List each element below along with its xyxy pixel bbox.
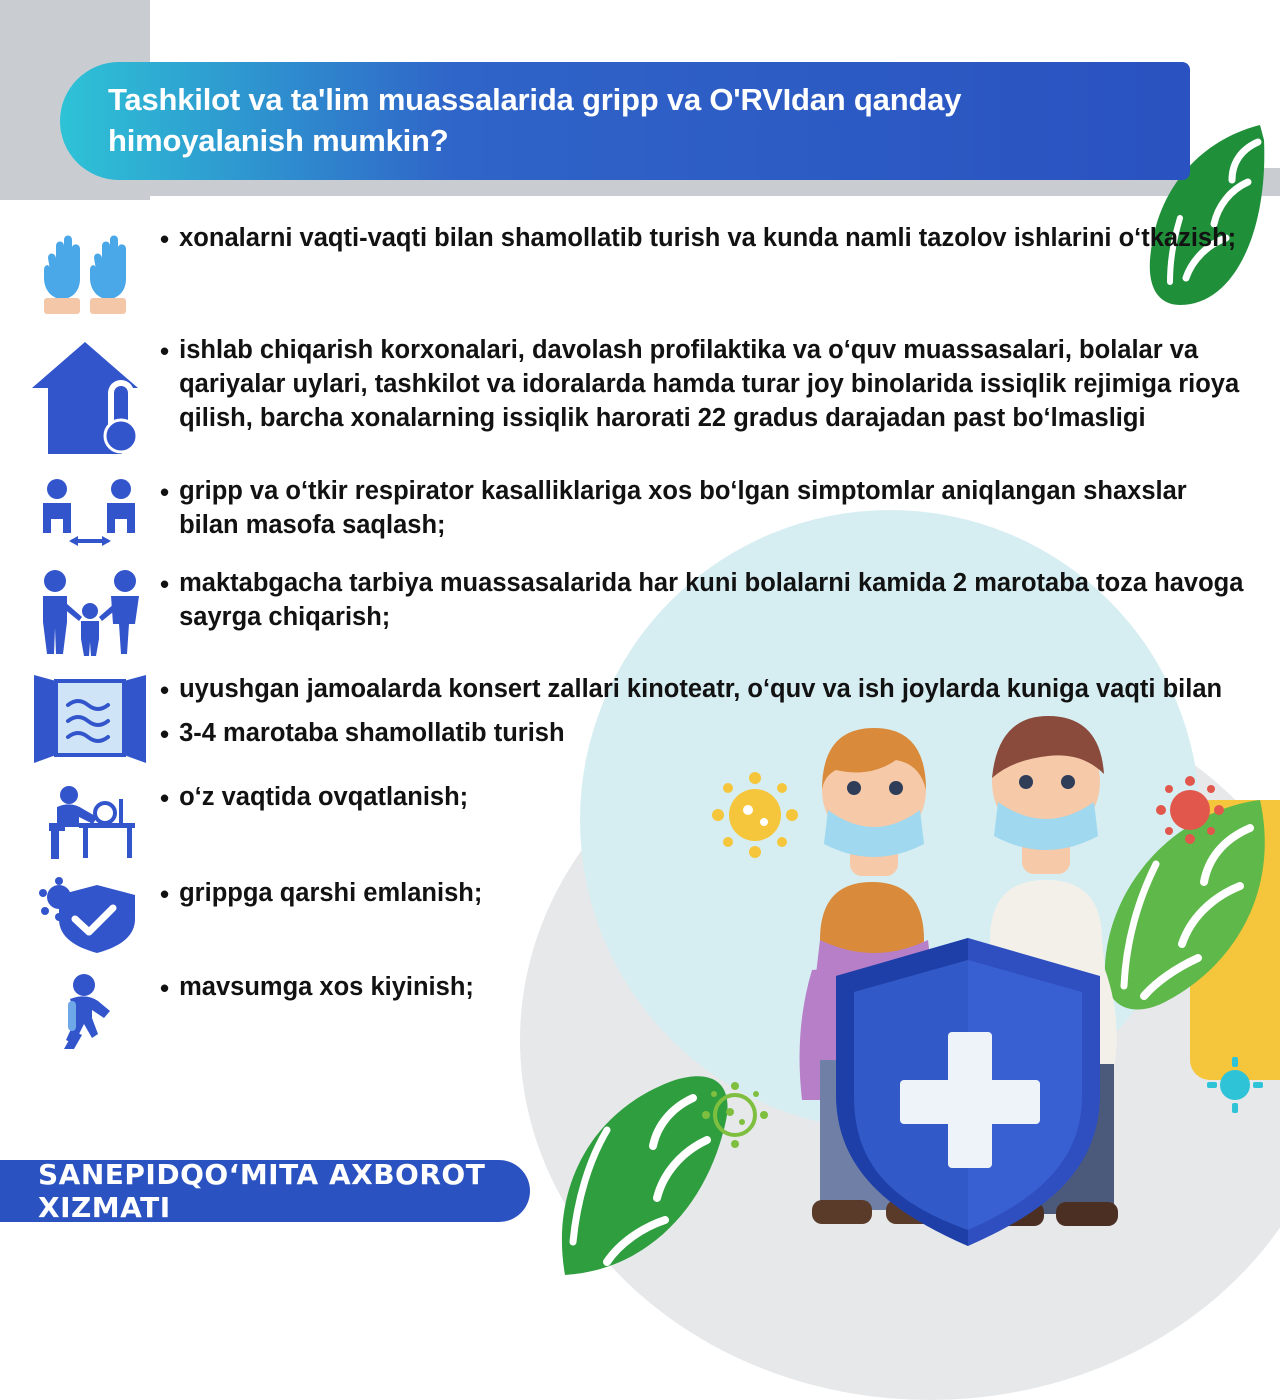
warm-clothing-icon bbox=[20, 971, 160, 1053]
bullet: • bbox=[160, 477, 170, 507]
list-item-label: ishlab chiqarish korxonalari, davolash profilaktika va o‘quv muassasalari, bolalar va qariyalar uylari, tashkilot va idoralarda hamda turar joy binolarida issiqlik rejimiga rioya qilish, barcha xonalarning issiqlik harorati 22 gradus darajadan past bo‘lmasligi bbox=[179, 336, 1240, 432]
social-distance-icon bbox=[20, 475, 160, 553]
list-item-label: maktabgacha tarbiya muassasalarida har kuni bolalarni kamida 2 marotaba toza havoga sayrga chiqarish; bbox=[179, 569, 1244, 631]
bullet: • bbox=[160, 224, 170, 254]
bullet: • bbox=[160, 879, 170, 909]
list-item-label: mavsumga xos kiyinish; bbox=[179, 973, 474, 1001]
bullet: • bbox=[160, 783, 170, 813]
bullet: • bbox=[160, 973, 170, 1003]
bullet: • bbox=[160, 336, 170, 366]
list-item-label: o‘z vaqtida ovqatlanish; bbox=[179, 783, 469, 811]
list-item-label: grippga qarshi emlanish; bbox=[179, 879, 483, 907]
family-walk-icon bbox=[20, 567, 160, 659]
page-title: Tashkilot va ta'lim muassalarida gripp va O'RVIdan qanday himoyalanish mumkin? bbox=[108, 82, 962, 158]
list-item-body bbox=[160, 334, 1260, 436]
masked-couple-with-shield-illustration bbox=[700, 640, 1260, 1240]
list-item-body bbox=[160, 567, 1260, 635]
gloves-icon bbox=[20, 222, 160, 320]
list-item-body bbox=[160, 475, 1260, 543]
list-item-body bbox=[160, 222, 1260, 256]
list-item bbox=[20, 222, 1260, 320]
list-item-sublabel: 3-4 marotaba shamollatib turish bbox=[179, 719, 565, 748]
shield-virus-icon bbox=[20, 877, 160, 957]
open-window-icon bbox=[20, 673, 160, 767]
footer-badge bbox=[0, 1160, 530, 1222]
page-header bbox=[60, 62, 1190, 180]
house-thermometer-icon bbox=[20, 334, 160, 461]
list-item bbox=[20, 475, 1260, 553]
footer-label: SANEPIDQO‘MITA AXBOROT XIZMATI bbox=[38, 1158, 486, 1224]
list-item-label: gripp va o‘tkir respirator kasalliklariga xos bo‘lgan simptomlar aniqlangan shaxslar bilan masofa saqlash; bbox=[179, 477, 1187, 539]
bullet: • bbox=[160, 675, 170, 705]
eating-at-desk-icon bbox=[20, 781, 160, 863]
list-item-label: uyushgan jamoalarda konsert zallari kinoteatr, o‘quv va ish joylarda kuniga vaqti bilan bbox=[179, 675, 1223, 703]
bullet: • bbox=[160, 719, 170, 750]
list-item bbox=[20, 334, 1260, 461]
list-item-label: xonalarni vaqti-vaqti bilan shamollatib turish va kunda namli tazolov ishlarini o‘tkazish; bbox=[179, 224, 1237, 252]
bullet: • bbox=[160, 569, 170, 599]
